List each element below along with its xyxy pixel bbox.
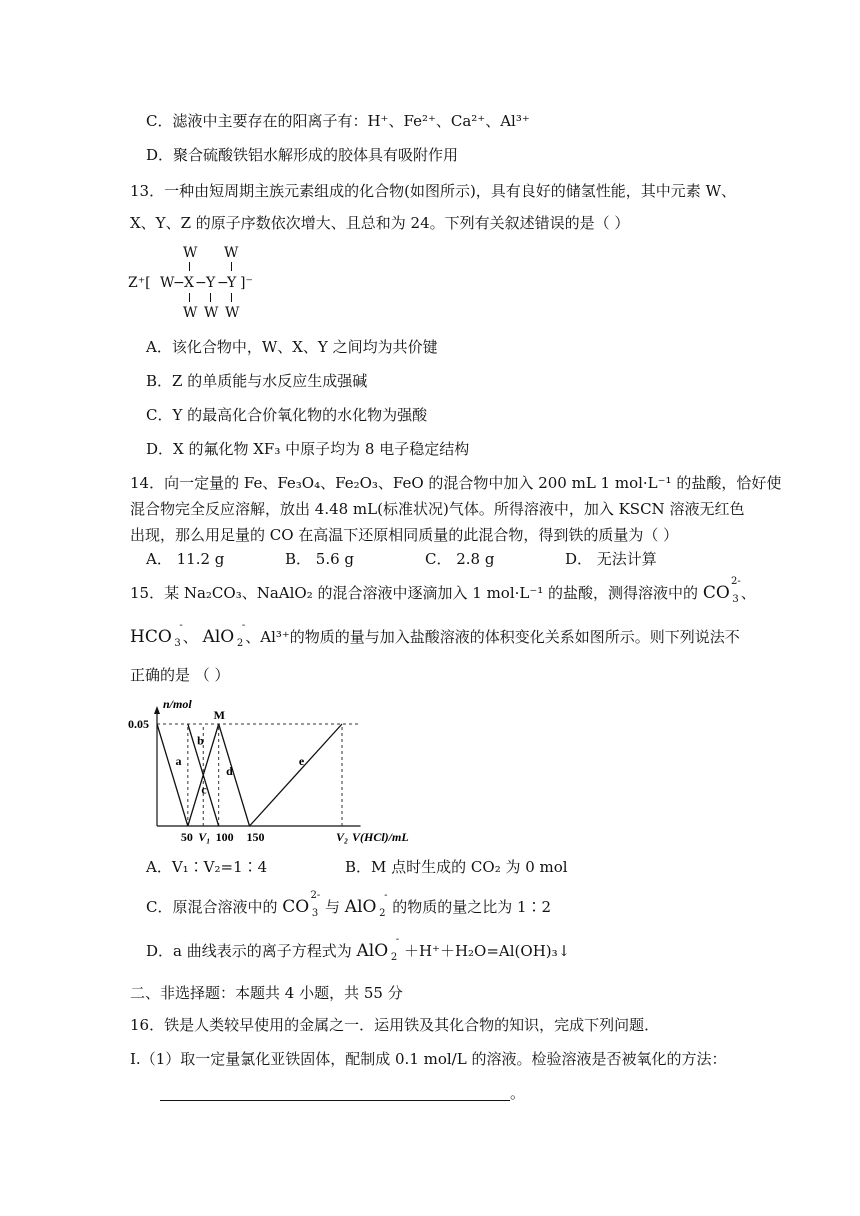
series-label-d: d	[226, 764, 233, 778]
q15-option-d: D．a 曲线表示的离子方程式为 AlO - 2 ＋H⁺＋H₂O=Al(OH)₃↓	[146, 934, 571, 963]
x-tick-label: V₂	[336, 830, 349, 844]
q13-option-b: B．Z 的单质能与水反应生成强碱	[146, 372, 368, 390]
q16-part1: I.（1）取一定量氯化亚铁固体，配制成 0.1 mol/L 的溶液。检验溶液是否被氧化的方法：	[130, 1050, 727, 1068]
y-axis-arrow	[154, 706, 160, 714]
series-line-a	[157, 724, 188, 826]
co3-ion: CO 2- 3	[702, 576, 741, 605]
atom-x: X	[184, 275, 194, 291]
series-label-a: a	[175, 753, 182, 768]
bond-vertical	[231, 293, 232, 302]
series-line-e	[250, 724, 343, 826]
z-cation-bracket: Z⁺[	[128, 275, 151, 291]
q15-option-c: C．原混合溶液中的 CO 2- 3 与 AlO - 2 的物质的量之比为 1∶2	[146, 890, 552, 919]
bond-dash: −	[173, 275, 185, 291]
q13-option-d: D．X 的氟化物 XF₃ 中原子均为 8 电子稳定结构	[146, 440, 470, 458]
series-label-c: c	[201, 782, 207, 797]
x-axis-label: V(HCl)/mL	[352, 830, 409, 844]
q13-structure-formula	[128, 244, 268, 324]
series-label-b: b	[197, 733, 204, 748]
x-tick-label: 100	[215, 830, 234, 844]
alo2-ion: AlO - 2	[202, 620, 246, 649]
x-tick-label: V₁	[198, 830, 211, 844]
bond-vertical	[189, 293, 190, 302]
bond-vertical	[231, 262, 232, 271]
bond-dash: −	[217, 275, 229, 291]
q15-chart	[120, 692, 409, 852]
q13-option-c: C．Y 的最高化合价氧化物的水化物为强酸	[146, 406, 428, 424]
q14-option-c: C． 2.8 g	[425, 550, 495, 568]
q15-option-b: B．M 点时生成的 CO₂ 为 0 mol	[345, 858, 568, 876]
section-heading: 二、非选择题：本题共 4 小题，共 55 分	[130, 984, 403, 1002]
point-label-m: M	[213, 708, 225, 722]
atom-w-top-x: W	[183, 245, 198, 261]
y-tick-label: 0.05	[128, 717, 149, 731]
q14-stem-line2: 混合物完全反应溶解，放出 4.48 mL(标准状况)气体。所得溶液中，加入 KSCN 溶液无红色	[130, 500, 745, 518]
q13-stem-line1: 13．一种由短周期主族元素组成的化合物(如图所示)，具有良好的储氢性能，其中元素 W、	[130, 182, 736, 200]
atom-w-bottom: W	[183, 305, 198, 321]
hco3-ion: HCO - 3	[130, 620, 183, 649]
alo2-ion: AlO - 2	[344, 890, 388, 919]
q15-stem-text: 15．某 Na₂CO₃、NaAlO₂ 的混合溶液中逐滴加入 1 mol·L⁻¹ 的盐酸，测得溶液中的	[130, 584, 699, 602]
atom-w-top-y: W	[224, 245, 239, 261]
atom-w-bottom: W	[204, 305, 219, 321]
q15-option-a: A．V₁∶V₂=1∶4	[146, 858, 268, 876]
atom-y-2: Y	[227, 275, 237, 291]
q14-stem-line3: 出现，那么用足量的 CO 在高温下还原相同质量的此混合物，得到铁的质量为（ ）	[130, 526, 679, 544]
q13-stem-line2: X、Y、Z 的原子序数依次增大、且总和为 24。下列有关叙述错误的是（ ）	[130, 214, 630, 232]
q16-stem: 16．铁是人类较早使用的金属之一．运用铁及其化合物的知识，完成下列问题．	[130, 1016, 660, 1034]
q14-option-a: A． 11.2 g	[146, 550, 225, 568]
series-label-e: e	[298, 753, 305, 768]
alo2-ion: AlO - 2	[356, 934, 400, 963]
q15-stem-line2: HCO - 3 、 AlO - 2 、Al³⁺的物质的量与加入盐酸溶液的体积变化关系如图所示。则下列说法不	[130, 620, 740, 649]
q12-option-d: D．聚合硫酸铁铝水解形成的胶体具有吸附作用	[146, 146, 459, 164]
y-axis-label: n/mol	[163, 697, 192, 711]
series-line-d	[219, 724, 250, 826]
bond-vertical	[189, 262, 190, 271]
atom-w-bottom: W	[225, 305, 240, 321]
q14-option-d: D． 无法计算	[565, 550, 657, 568]
q14-stem-line1: 14．向一定量的 Fe、Fe₃O₄、Fe₂O₃、FeO 的混合物中加入 200 mL 1 mol·L⁻¹ 的盐酸，恰好使	[130, 474, 782, 492]
atom-y-1: Y	[206, 275, 216, 291]
q15-stem-line1: 15．某 Na₂CO₃、NaAlO₂ 的混合溶液中逐滴加入 1 mol·L⁻¹ 的盐酸，测得溶液中的 CO 2- 3 、	[130, 576, 756, 605]
q16-answer-line: 。	[160, 1082, 525, 1104]
atom-w-left: W	[160, 275, 175, 291]
x-tick-label: 50	[180, 830, 193, 844]
anion-bracket: ]⁻	[240, 275, 253, 291]
bond-dash: −	[195, 275, 207, 291]
answer-blank[interactable]	[160, 1086, 510, 1101]
q14-option-b: B． 5.6 g	[285, 550, 355, 568]
x-tick-label: 150	[246, 830, 265, 844]
q13-option-a: A．该化合物中，W、X、Y 之间均为共价键	[146, 338, 438, 356]
bond-vertical	[210, 293, 211, 302]
q12-option-c: C．滤液中主要存在的阳离子有：H⁺、Fe²⁺、Ca²⁺、Al³⁺	[146, 112, 530, 130]
co3-ion: CO 2- 3	[282, 890, 321, 919]
q15-stem-line3: 正确的是 （ ）	[130, 666, 230, 684]
